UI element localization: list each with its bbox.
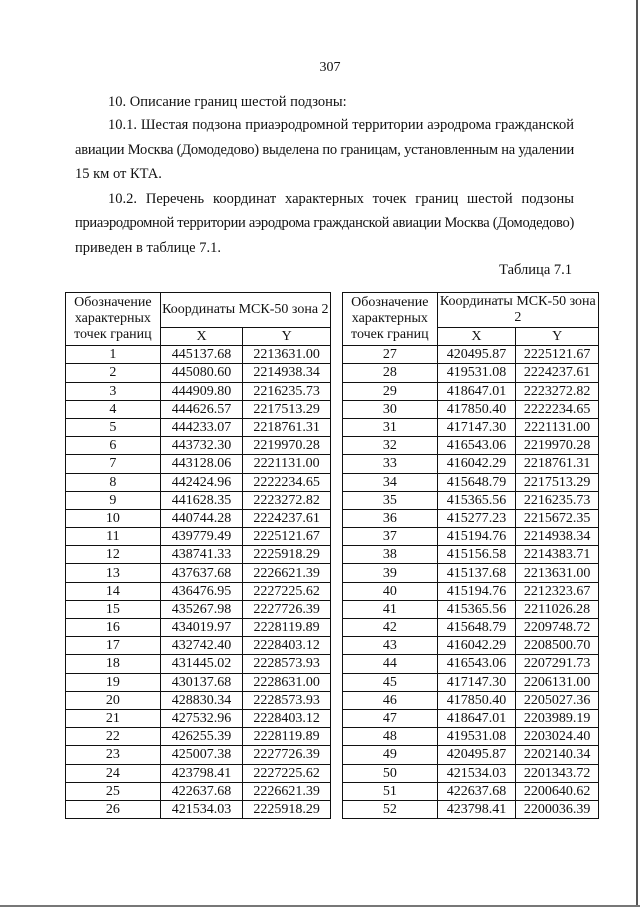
- x-coordinate: 434019.97: [160, 619, 243, 637]
- point-number: 46: [343, 691, 438, 709]
- y-coordinate: 2203024.40: [516, 728, 599, 746]
- x-coordinate: 415365.56: [437, 491, 516, 509]
- y-coordinate: 2209748.72: [516, 619, 599, 637]
- y-coordinate: 2208500.70: [516, 637, 599, 655]
- table-row: [66, 400, 331, 418]
- point-number: 30: [343, 400, 438, 418]
- x-coordinate: 415648.79: [437, 473, 516, 491]
- table-row: [343, 455, 599, 473]
- x-coordinate: 416042.29: [437, 455, 516, 473]
- table-row: [343, 600, 599, 618]
- y-coordinate: 2200036.39: [516, 800, 599, 818]
- x-coordinate: 417850.40: [437, 400, 516, 418]
- header-y: Y: [516, 328, 599, 346]
- table-row: [343, 782, 599, 800]
- coordinates-table-right: [342, 292, 599, 819]
- point-number: 36: [343, 509, 438, 527]
- point-number: 4: [66, 400, 161, 418]
- point-number: 34: [343, 473, 438, 491]
- table-row: [66, 509, 331, 527]
- table-row: [66, 746, 331, 764]
- point-number: 45: [343, 673, 438, 691]
- table-row: [66, 364, 331, 382]
- y-coordinate: 2224237.61: [516, 364, 599, 382]
- point-number: 42: [343, 619, 438, 637]
- x-coordinate: 422637.68: [160, 782, 243, 800]
- x-coordinate: 417147.30: [437, 673, 516, 691]
- header-coordinates: Координаты МСК-50 зона 2: [437, 293, 598, 328]
- point-number: 43: [343, 637, 438, 655]
- table-row: [343, 546, 599, 564]
- table-caption: Таблица 7.1: [499, 262, 572, 278]
- x-coordinate: 423798.41: [437, 800, 516, 818]
- table-row: [66, 673, 331, 691]
- point-number: 40: [343, 582, 438, 600]
- point-number: 37: [343, 528, 438, 546]
- table-row: [343, 582, 599, 600]
- table-row: [343, 673, 599, 691]
- x-coordinate: 435267.98: [160, 600, 243, 618]
- table-row: [66, 437, 331, 455]
- y-coordinate: 2228573.93: [243, 691, 331, 709]
- y-coordinate: 2219970.28: [243, 437, 331, 455]
- point-number: 38: [343, 546, 438, 564]
- table-row: [343, 800, 599, 818]
- x-coordinate: 439779.49: [160, 528, 243, 546]
- scan-edge-bottom: [0, 905, 640, 907]
- y-coordinate: 2203989.19: [516, 709, 599, 727]
- x-coordinate: 431445.02: [160, 655, 243, 673]
- y-coordinate: 2228403.12: [243, 709, 331, 727]
- y-coordinate: 2228119.89: [243, 619, 331, 637]
- point-number: 52: [343, 800, 438, 818]
- y-coordinate: 2215672.35: [516, 509, 599, 527]
- y-coordinate: 2207291.73: [516, 655, 599, 673]
- paragraph-10-1-line-2: авиации Москва (Домодедово) выделена по границам, установленным на удалении: [75, 142, 574, 158]
- y-coordinate: 2222234.65: [516, 400, 599, 418]
- y-coordinate: 2214938.34: [516, 528, 599, 546]
- point-number: 29: [343, 382, 438, 400]
- y-coordinate: 2213631.00: [243, 346, 331, 364]
- header-point-label: Обозначение характерных точек границ: [66, 293, 161, 346]
- x-coordinate: 416543.06: [437, 437, 516, 455]
- table-row: [66, 382, 331, 400]
- table-row: [343, 346, 599, 364]
- y-coordinate: 2225918.29: [243, 546, 331, 564]
- paragraph-10-1-line-3: 15 км от КТА.: [75, 166, 162, 182]
- table-row: [343, 637, 599, 655]
- y-coordinate: 2201343.72: [516, 764, 599, 782]
- x-coordinate: 420495.87: [437, 746, 516, 764]
- table-row: [343, 437, 599, 455]
- table-row: [343, 728, 599, 746]
- y-coordinate: 2216235.73: [243, 382, 331, 400]
- point-number: 33: [343, 455, 438, 473]
- point-number: 28: [343, 364, 438, 382]
- point-number: 2: [66, 364, 161, 382]
- y-coordinate: 2214938.34: [243, 364, 331, 382]
- x-coordinate: 415156.58: [437, 546, 516, 564]
- point-number: 7: [66, 455, 161, 473]
- table-row: [343, 691, 599, 709]
- x-coordinate: 418647.01: [437, 709, 516, 727]
- point-number: 22: [66, 728, 161, 746]
- point-number: 3: [66, 382, 161, 400]
- y-coordinate: 2222234.65: [243, 473, 331, 491]
- x-coordinate: 443732.30: [160, 437, 243, 455]
- coordinates-table-left: [65, 292, 331, 819]
- table-row: [343, 509, 599, 527]
- header-point-label: Обозначение характерных точек границ: [343, 293, 438, 346]
- point-number: 1: [66, 346, 161, 364]
- x-coordinate: 445137.68: [160, 346, 243, 364]
- x-coordinate: 420495.87: [437, 346, 516, 364]
- table-row: [66, 655, 331, 673]
- point-number: 27: [343, 346, 438, 364]
- table-row: [66, 491, 331, 509]
- y-coordinate: 2226621.39: [243, 782, 331, 800]
- x-coordinate: 422637.68: [437, 782, 516, 800]
- y-coordinate: 2225121.67: [243, 528, 331, 546]
- x-coordinate: 430137.68: [160, 673, 243, 691]
- x-coordinate: 416543.06: [437, 655, 516, 673]
- paragraph-10-2-line-2: приаэродромной территории аэродрома гражданской авиации Москва (Домодедово): [75, 215, 574, 231]
- x-coordinate: 415648.79: [437, 619, 516, 637]
- table-row: [343, 746, 599, 764]
- point-number: 14: [66, 582, 161, 600]
- point-number: 13: [66, 564, 161, 582]
- y-coordinate: 2228119.89: [243, 728, 331, 746]
- point-number: 15: [66, 600, 161, 618]
- x-coordinate: 421534.03: [160, 800, 243, 818]
- y-coordinate: 2227225.62: [243, 582, 331, 600]
- y-coordinate: 2223272.82: [243, 491, 331, 509]
- page-number: 307: [319, 60, 341, 75]
- x-coordinate: 438741.33: [160, 546, 243, 564]
- y-coordinate: 2226621.39: [243, 564, 331, 582]
- table-row: [343, 418, 599, 436]
- header-y: Y: [243, 328, 331, 346]
- y-coordinate: 2218761.31: [243, 418, 331, 436]
- table-row: [66, 782, 331, 800]
- x-coordinate: 443128.06: [160, 455, 243, 473]
- table-row: [66, 800, 331, 818]
- point-number: 20: [66, 691, 161, 709]
- y-coordinate: 2221131.00: [243, 455, 331, 473]
- point-number: 12: [66, 546, 161, 564]
- y-coordinate: 2202140.34: [516, 746, 599, 764]
- table-row: [66, 600, 331, 618]
- paragraph-10-2-line-1: 10.2. Перечень координат характерных точек границ шестой подзоны: [108, 191, 574, 207]
- x-coordinate: 415277.23: [437, 509, 516, 527]
- table-row: [66, 528, 331, 546]
- y-coordinate: 2228573.93: [243, 655, 331, 673]
- point-number: 19: [66, 673, 161, 691]
- table-row: [343, 619, 599, 637]
- point-number: 47: [343, 709, 438, 727]
- header-x: X: [160, 328, 243, 346]
- point-number: 49: [343, 746, 438, 764]
- point-number: 21: [66, 709, 161, 727]
- table-row: [66, 728, 331, 746]
- x-coordinate: 415194.76: [437, 528, 516, 546]
- y-coordinate: 2227726.39: [243, 600, 331, 618]
- table-row: [66, 709, 331, 727]
- y-coordinate: 2225918.29: [243, 800, 331, 818]
- point-number: 31: [343, 418, 438, 436]
- x-coordinate: 436476.95: [160, 582, 243, 600]
- point-number: 44: [343, 655, 438, 673]
- y-coordinate: 2225121.67: [516, 346, 599, 364]
- table-row: [66, 582, 331, 600]
- table-row: [343, 655, 599, 673]
- header-coordinates: Координаты МСК-50 зона 2: [160, 293, 330, 328]
- x-coordinate: 425007.38: [160, 746, 243, 764]
- point-number: 9: [66, 491, 161, 509]
- y-coordinate: 2223272.82: [516, 382, 599, 400]
- x-coordinate: 444909.80: [160, 382, 243, 400]
- y-coordinate: 2217513.29: [516, 473, 599, 491]
- point-number: 25: [66, 782, 161, 800]
- point-number: 5: [66, 418, 161, 436]
- section-heading: 10. Описание границ шестой подзоны:: [108, 94, 347, 110]
- point-number: 39: [343, 564, 438, 582]
- x-coordinate: 417850.40: [437, 691, 516, 709]
- table-row: [66, 455, 331, 473]
- y-coordinate: 2216235.73: [516, 491, 599, 509]
- table-row: [343, 364, 599, 382]
- point-number: 48: [343, 728, 438, 746]
- y-coordinate: 2227726.39: [243, 746, 331, 764]
- x-coordinate: 442424.96: [160, 473, 243, 491]
- y-coordinate: 2200640.62: [516, 782, 599, 800]
- table-row: [343, 528, 599, 546]
- x-coordinate: 445080.60: [160, 364, 243, 382]
- point-number: 32: [343, 437, 438, 455]
- x-coordinate: 426255.39: [160, 728, 243, 746]
- y-coordinate: 2213631.00: [516, 564, 599, 582]
- x-coordinate: 432742.40: [160, 637, 243, 655]
- point-number: 8: [66, 473, 161, 491]
- table-row: [343, 400, 599, 418]
- y-coordinate: 2218761.31: [516, 455, 599, 473]
- point-number: 26: [66, 800, 161, 818]
- x-coordinate: 444626.57: [160, 400, 243, 418]
- paragraph-10-2-line-3: приведен в таблице 7.1.: [75, 240, 221, 256]
- x-coordinate: 427532.96: [160, 709, 243, 727]
- point-number: 6: [66, 437, 161, 455]
- y-coordinate: 2205027.36: [516, 691, 599, 709]
- table-row: [343, 473, 599, 491]
- point-number: 35: [343, 491, 438, 509]
- point-number: 23: [66, 746, 161, 764]
- y-coordinate: 2228631.00: [243, 673, 331, 691]
- x-coordinate: 440744.28: [160, 509, 243, 527]
- table-row: [343, 564, 599, 582]
- table-row: [343, 382, 599, 400]
- x-coordinate: 415365.56: [437, 600, 516, 618]
- x-coordinate: 419531.08: [437, 364, 516, 382]
- y-coordinate: 2219970.28: [516, 437, 599, 455]
- table-row: [66, 637, 331, 655]
- header-x: X: [437, 328, 516, 346]
- table-row: [66, 418, 331, 436]
- scan-edge-right: [636, 0, 638, 905]
- table-row: [66, 619, 331, 637]
- paragraph-10-1-line-1: 10.1. Шестая подзона приаэродромной территории аэродрома гражданской: [108, 117, 574, 133]
- table-row: [66, 691, 331, 709]
- y-coordinate: 2206131.00: [516, 673, 599, 691]
- y-coordinate: 2211026.28: [516, 600, 599, 618]
- x-coordinate: 415194.76: [437, 582, 516, 600]
- point-number: 17: [66, 637, 161, 655]
- point-number: 50: [343, 764, 438, 782]
- x-coordinate: 415137.68: [437, 564, 516, 582]
- y-coordinate: 2227225.62: [243, 764, 331, 782]
- y-coordinate: 2224237.61: [243, 509, 331, 527]
- x-coordinate: 417147.30: [437, 418, 516, 436]
- table-row: [66, 764, 331, 782]
- x-coordinate: 423798.41: [160, 764, 243, 782]
- point-number: 24: [66, 764, 161, 782]
- point-number: 10: [66, 509, 161, 527]
- y-coordinate: 2212323.67: [516, 582, 599, 600]
- x-coordinate: 444233.07: [160, 418, 243, 436]
- point-number: 51: [343, 782, 438, 800]
- table-row: [66, 546, 331, 564]
- y-coordinate: 2221131.00: [516, 418, 599, 436]
- x-coordinate: 437637.68: [160, 564, 243, 582]
- point-number: 16: [66, 619, 161, 637]
- point-number: 18: [66, 655, 161, 673]
- y-coordinate: 2228403.12: [243, 637, 331, 655]
- point-number: 11: [66, 528, 161, 546]
- table-row: [343, 491, 599, 509]
- table-row: [343, 764, 599, 782]
- table-row: [66, 346, 331, 364]
- x-coordinate: 421534.03: [437, 764, 516, 782]
- table-row: [343, 709, 599, 727]
- table-row: [66, 564, 331, 582]
- y-coordinate: 2217513.29: [243, 400, 331, 418]
- x-coordinate: 418647.01: [437, 382, 516, 400]
- table-row: [66, 473, 331, 491]
- y-coordinate: 2214383.71: [516, 546, 599, 564]
- x-coordinate: 441628.35: [160, 491, 243, 509]
- point-number: 41: [343, 600, 438, 618]
- x-coordinate: 428830.34: [160, 691, 243, 709]
- x-coordinate: 416042.29: [437, 637, 516, 655]
- x-coordinate: 419531.08: [437, 728, 516, 746]
